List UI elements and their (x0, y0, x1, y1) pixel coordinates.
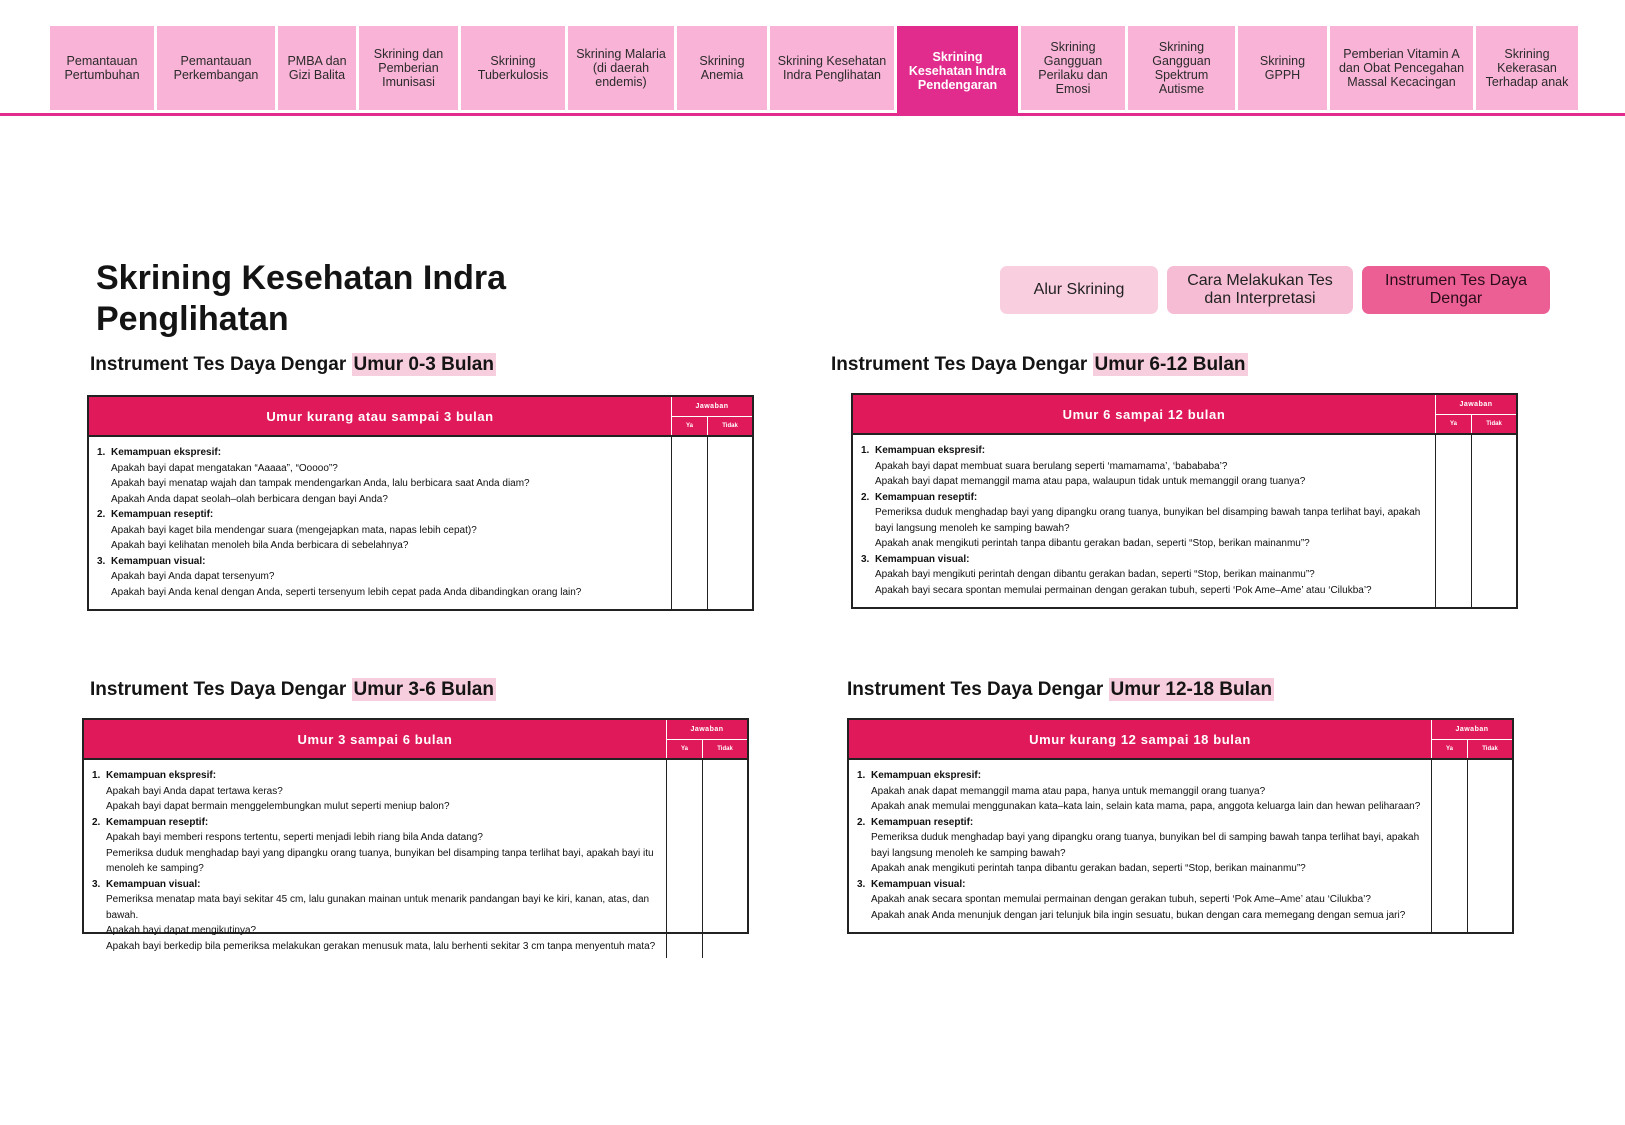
section-title-prefix: Instrument Tes Daya Dengar (831, 354, 1093, 375)
question-group-title (92, 815, 658, 831)
alur-skrining-button[interactable]: Alur Skrining (1000, 266, 1158, 314)
answer-no-header: Tidak (1472, 415, 1516, 433)
answer-no-header: Tidak (708, 417, 752, 435)
group-title-text: Kemampuan reseptif: (106, 816, 209, 828)
nav-tab[interactable]: Pemberian Vitamin A dan Obat Pencegahan Massal Kecacingan (1330, 26, 1473, 110)
question-item: Apakah bayi dapat membuat suara berulang seperti ‘mamamama’, ‘babababa’? (875, 460, 1228, 472)
question-list (84, 758, 667, 958)
group-title-text: Kemampuan visual: (875, 553, 970, 565)
question-item: Apakah bayi Anda kenal dengan Anda, seperti tersenyum lebih cepat pada Anda dibandingkan orang lain? (111, 586, 582, 598)
question-item: Apakah bayi berkedip bila pemeriksa melakukan gerakan menusuk mata, lalu berhenti sekitar 3 cm tanpa menyentuh mata? (106, 940, 656, 952)
question-item: Pemeriksa duduk menghadap bayi yang dipangku orang tuanya, bunyikan bel disamping tanpa terlihat bayi, apakah bayi itu menoleh ke samping? (106, 847, 654, 874)
question-group-title (97, 554, 663, 570)
answer-header: Jawaban (672, 397, 752, 417)
group-number: 2. (857, 816, 866, 828)
question-group-title (92, 768, 658, 784)
question-group-title (857, 815, 1423, 831)
group-title-text: Kemampuan ekspresif: (871, 770, 982, 781)
group-number: 1. (92, 770, 101, 781)
question-item: Apakah bayi menatap wajah dan tampak mendengarkan Anda, lalu berbicara saat Anda diam? (111, 478, 530, 489)
nav-tab[interactable]: Skrining Anemia (677, 26, 767, 110)
question-item: Apakah anak mengikuti perintah tanpa dibantu gerakan badan, seperti “Stop, berikan mainanmu”? (875, 538, 1310, 549)
section-title-3-6 (90, 679, 496, 701)
answer-yes-column[interactable] (1436, 433, 1472, 607)
group-title-text: Kemampuan ekspresif: (875, 445, 986, 456)
instrumen-tes-button[interactable]: Instrumen Tes Daya Dengar (1362, 266, 1550, 314)
group-title-text: Kemampuan reseptif: (871, 816, 974, 828)
instrument-table-12-18 (847, 718, 1514, 934)
table-header: Umur kurang 12 sampai 18 bulan (849, 720, 1432, 758)
table-header: Umur 6 sampai 12 bulan (853, 395, 1436, 433)
nav-tab[interactable]: Skrining Kesehatan Indra Penglihatan (770, 26, 894, 110)
question-group-title (857, 768, 1423, 784)
section-title-12-18 (847, 679, 1274, 701)
question-group-title (861, 490, 1427, 506)
table-header: Umur 3 sampai 6 bulan (84, 720, 667, 758)
group-number: 3. (861, 553, 870, 565)
nav-tab[interactable]: Skrining Gangguan Perilaku dan Emosi (1021, 26, 1125, 110)
nav-tab[interactable]: Skrining Tuberkulosis (461, 26, 565, 110)
group-number: 3. (857, 878, 866, 890)
answer-yes-header: Ya (667, 740, 703, 758)
answer-no-header: Tidak (1468, 740, 1512, 758)
instrument-table-0-3 (87, 395, 754, 611)
answer-header: Jawaban (1432, 720, 1512, 740)
answer-yes-column[interactable] (672, 435, 708, 609)
instrument-table-3-6 (82, 718, 749, 952)
answer-no-column[interactable] (1468, 758, 1512, 932)
group-number: 1. (97, 447, 106, 458)
group-number: 1. (861, 445, 870, 456)
group-number: 3. (92, 878, 101, 890)
instrument-table-6-12 (851, 393, 1518, 609)
question-list (849, 758, 1432, 932)
answer-header: Jawaban (667, 720, 747, 740)
question-group-title (857, 877, 1423, 893)
group-number: 2. (861, 491, 870, 503)
question-item: Apakah bayi mengikuti perintah dengan dibantu gerakan badan, seperti “Stop, berikan mainanmu”? (875, 569, 1315, 580)
answer-yes-header: Ya (1436, 415, 1472, 433)
group-title-text: Kemampuan visual: (871, 878, 966, 890)
group-title-text: Kemampuan reseptif: (111, 509, 214, 520)
section-title-prefix: Instrument Tes Daya Dengar (847, 679, 1109, 700)
section-title-prefix: Instrument Tes Daya Dengar (90, 354, 352, 375)
table-header: Umur kurang atau sampai 3 bulan (89, 397, 672, 435)
section-title-0-3 (90, 354, 496, 376)
group-title-text: Kemampuan ekspresif: (106, 770, 217, 781)
question-list (853, 433, 1436, 607)
question-item: Apakah bayi dapat mengikutinya? (106, 925, 257, 936)
page-title: Skrining Kesehatan Indra Penglihatan (96, 259, 506, 339)
nav-tab[interactable]: Pemantauan Perkembangan (157, 26, 275, 110)
answer-yes-column[interactable] (1432, 758, 1468, 932)
question-item: Pemeriksa menatap mata bayi sekitar 45 cm, lalu gunakan mainan untuk menarik pandangan bayi ke kiri, kanan, atas, dan bawah. (106, 894, 650, 921)
question-group-title (861, 552, 1427, 568)
section-title-6-12 (831, 354, 1248, 376)
nav-tab[interactable]: Skrining Kekerasan Terhadap anak (1476, 26, 1578, 110)
question-item: Apakah bayi secara spontan memulai permainan dengan gerakan tubuh, seperti ‘Pok Ame–Ame’ atau ‘Cilukba’? (875, 584, 1372, 596)
group-title-text: Kemampuan ekspresif: (111, 447, 222, 458)
answer-no-header: Tidak (703, 740, 747, 758)
question-item: Apakah bayi dapat mengatakan “Aaaaa”, “Ooooo”? (111, 462, 338, 474)
nav-tab[interactable]: Skrining Gangguan Spektrum Autisme (1128, 26, 1235, 110)
nav-divider (0, 113, 1625, 116)
question-item: Apakah anak memulai menggunakan kata–kata lain, selain kata mama, papa, anggota keluarga lain dan hewan peliharaan? (871, 801, 1421, 812)
answer-no-column[interactable] (708, 435, 752, 609)
group-title-text: Kemampuan visual: (111, 555, 206, 567)
question-item: Pemeriksa duduk menghadap bayi yang dipangku orang tuanya, bunyikan bel disamping bawah tanpa terlihat bayi, apakah bayi langsung menoleh ke samping bawah? (875, 507, 1421, 534)
question-group-title (861, 443, 1427, 459)
answer-no-column[interactable] (1472, 433, 1516, 607)
nav-tab[interactable]: Pemantauan Pertumbuhan (50, 26, 154, 110)
group-number: 1. (857, 770, 866, 781)
answer-header: Jawaban (1436, 395, 1516, 415)
question-item: Pemeriksa duduk menghadap bayi yang dipangku orang tuanya, bunyikan bel di samping bawah tanpa terlihat bayi, apakah bayi langsung menoleh ke samping bawah? (871, 832, 1420, 859)
nav-tab[interactable]: Skrining dan Pemberian Imunisasi (359, 26, 458, 110)
question-item: Apakah bayi memberi respons tertentu, seperti menjadi lebih riang bila Anda datang? (106, 832, 483, 843)
group-title-text: Kemampuan visual: (106, 878, 201, 890)
section-title-highlight: Umur 12-18 Bulan (1110, 679, 1273, 700)
section-title-highlight: Umur 0-3 Bulan (353, 354, 494, 375)
cara-melakukan-tes-button[interactable]: Cara Melakukan Tes dan Interpretasi (1167, 266, 1353, 314)
top-navigation (50, 26, 1578, 110)
answer-yes-header: Ya (672, 417, 708, 435)
question-item: Apakah bayi kelihatan menoleh bila Anda berbicara di sebelahnya? (111, 540, 409, 551)
question-group-title (97, 507, 663, 523)
nav-tab[interactable]: Skrining Malaria (di daerah endemis) (568, 26, 674, 110)
group-title-text: Kemampuan reseptif: (875, 491, 978, 503)
answer-yes-column[interactable] (667, 758, 703, 958)
question-group-title (97, 445, 663, 461)
answer-yes-header: Ya (1432, 740, 1468, 758)
question-item: Apakah anak Anda menunjuk dengan jari telunjuk bila ingin sesuatu, bukan dengan cara memegang dengan semua jari? (871, 909, 1406, 921)
question-item: Apakah bayi dapat memanggil mama atau papa, walaupun tidak untuk memanggil orang tuanya? (875, 476, 1306, 487)
question-item: Apakah Anda dapat seolah–olah berbicara dengan bayi Anda? (111, 493, 388, 505)
section-title-prefix: Instrument Tes Daya Dengar (90, 679, 352, 700)
question-group-title (92, 877, 658, 893)
question-item: Apakah anak mengikuti perintah tanpa dibantu gerakan badan, seperti “Stop, berikan mainanmu”? (871, 863, 1306, 874)
group-number: 2. (92, 816, 101, 828)
nav-tab[interactable]: PMBA dan Gizi Balita (278, 26, 356, 110)
question-item: Apakah bayi dapat bermain menggelembungkan mulut seperti meniup balon? (106, 801, 450, 812)
question-item: Apakah anak dapat memanggil mama atau papa, hanya untuk memanggil orang tuanya? (871, 785, 1266, 797)
question-item: Apakah bayi Anda dapat tertawa keras? (106, 785, 283, 797)
nav-tab[interactable]: Skrining GPPH (1238, 26, 1327, 110)
question-item: Apakah anak secara spontan memulai permainan dengan gerakan tubuh, seperti ‘Pok Ame–Ame’ atau ‘Cilukba’? (871, 894, 1371, 905)
section-title-highlight: Umur 6-12 Bulan (1094, 354, 1246, 375)
question-list (89, 435, 672, 609)
answer-no-column[interactable] (703, 758, 747, 958)
group-number: 2. (97, 509, 106, 520)
group-number: 3. (97, 555, 106, 567)
section-title-highlight: Umur 3-6 Bulan (353, 679, 494, 700)
nav-tab[interactable]: Skrining Kesehatan Indra Pendengaran (897, 26, 1018, 116)
question-item: Apakah bayi Anda dapat tersenyum? (111, 571, 275, 582)
question-item: Apakah bayi kaget bila mendengar suara (mengejapkan mata, napas lebih cepat)? (111, 524, 477, 536)
